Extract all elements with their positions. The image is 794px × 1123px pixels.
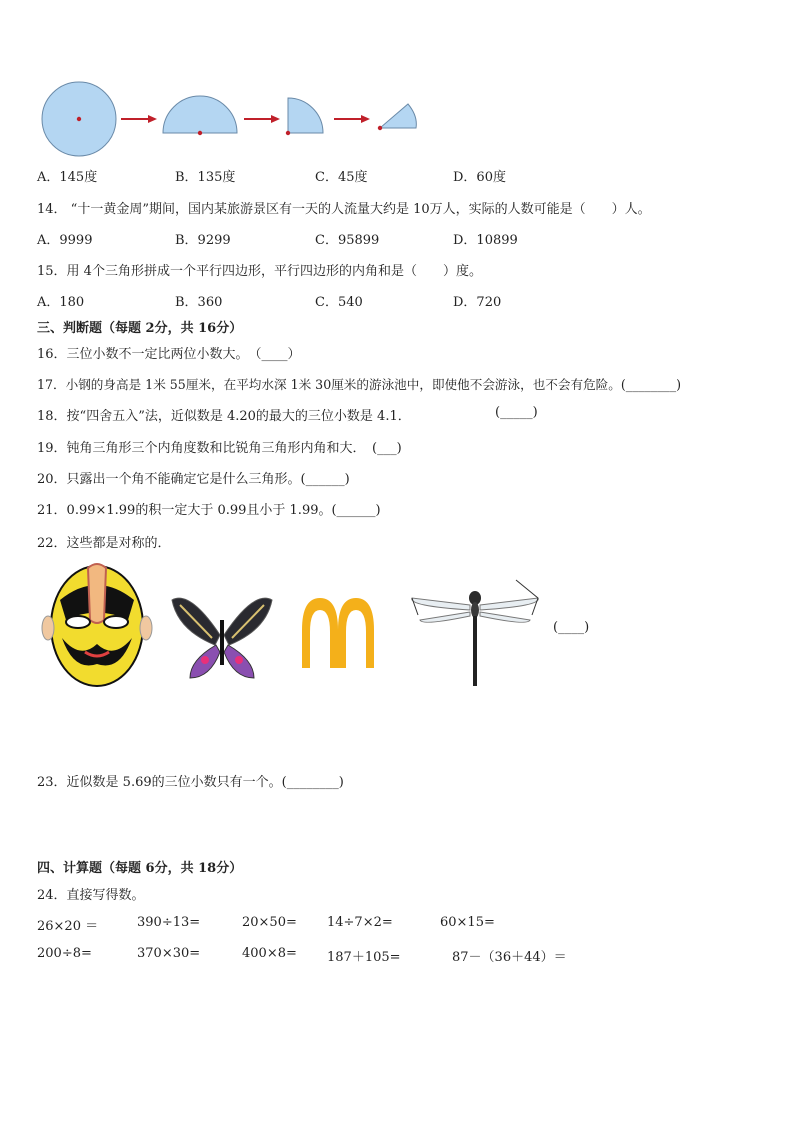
butterfly-icon (172, 598, 272, 678)
calc-item: 60×15= (440, 915, 495, 930)
calc-item: 187＋105= (327, 950, 401, 965)
calc-item: 400×8= (242, 946, 297, 961)
option-a: A．145度 (37, 170, 98, 185)
angle-figure (0, 0, 794, 160)
arrow-icon (334, 115, 370, 123)
question-15: 15．用 4个三角形拼成一个平行四边形，平行四边形的内角和是（ ）度。 (37, 264, 482, 279)
option-d: D．10899 (453, 233, 518, 248)
quarter-circle (288, 98, 323, 133)
question-18: 18．按“四舍五入”法，近似数是 4.20的最大的三位小数是 4.1． (37, 409, 411, 424)
answer-blank[interactable]: (_____) (495, 405, 538, 420)
question-17: 17．小钢的身高是 1米 55厘米，在平均水深 1米 30厘米的游泳池中，即使他不会游泳，也不会有危险。(________) (37, 377, 682, 392)
question-23: 23．近似数是 5.69的三位小数只有一个。(________) (37, 775, 344, 790)
option-b: B．9299 (175, 233, 231, 248)
option-a: A．180 (37, 295, 85, 310)
calc-item: 87－（36＋44）＝ (452, 950, 567, 965)
option-c: C．540 (315, 295, 363, 310)
option-d: D．720 (453, 295, 502, 310)
question-22: 22．这些都是对称的． (37, 536, 171, 551)
opera-mask-icon (42, 564, 152, 686)
calc-item: 14÷7×2= (327, 915, 393, 930)
option-c: C．95899 (315, 233, 380, 248)
option-a: A．9999 (37, 233, 93, 248)
option-c: C．45度 (315, 170, 368, 185)
question-21: 21．0.99×1.99的积一定大于 0.99且小于 1.99。(______) (37, 503, 381, 518)
logo-m-icon (302, 598, 374, 668)
arrow-icon (121, 115, 157, 123)
question-24: 24．直接写得数。 (37, 888, 145, 903)
question-20: 20．只露出一个角不能确定它是什么三角形。(______) (37, 472, 350, 487)
question-19: 19．钝角三角形三个内角度数和比锐角三角形内角和大． (___) (37, 441, 402, 456)
option-d: D．60度 (453, 170, 506, 185)
arrow-icon (244, 115, 280, 123)
calc-item: 370×30= (137, 946, 201, 961)
calc-item: 200÷8= (37, 946, 92, 961)
dragonfly-icon (412, 580, 538, 686)
symmetry-images (40, 560, 560, 695)
option-b: B．135度 (175, 170, 236, 185)
answer-blank[interactable]: (____) (553, 620, 590, 635)
calc-item: 26×20 ＝ (37, 919, 99, 934)
question-16: 16．三位小数不一定比两位小数大。 （____） (37, 347, 301, 362)
calc-item: 390÷13= (137, 915, 201, 930)
option-b: B．360 (175, 295, 223, 310)
sector (380, 104, 416, 128)
question-14: 14． “十一黄金周”期间，国内某旅游景区有一天的人流量大约是 10万人，实际的人数可能是（ ）人。 (37, 202, 651, 217)
section-heading: 四、计算题（每题 6分，共 18分） (37, 861, 243, 876)
section-heading: 三、判断题（每题 2分，共 16分） (37, 321, 243, 336)
semicircle (163, 96, 237, 133)
calc-item: 20×50= (242, 915, 297, 930)
